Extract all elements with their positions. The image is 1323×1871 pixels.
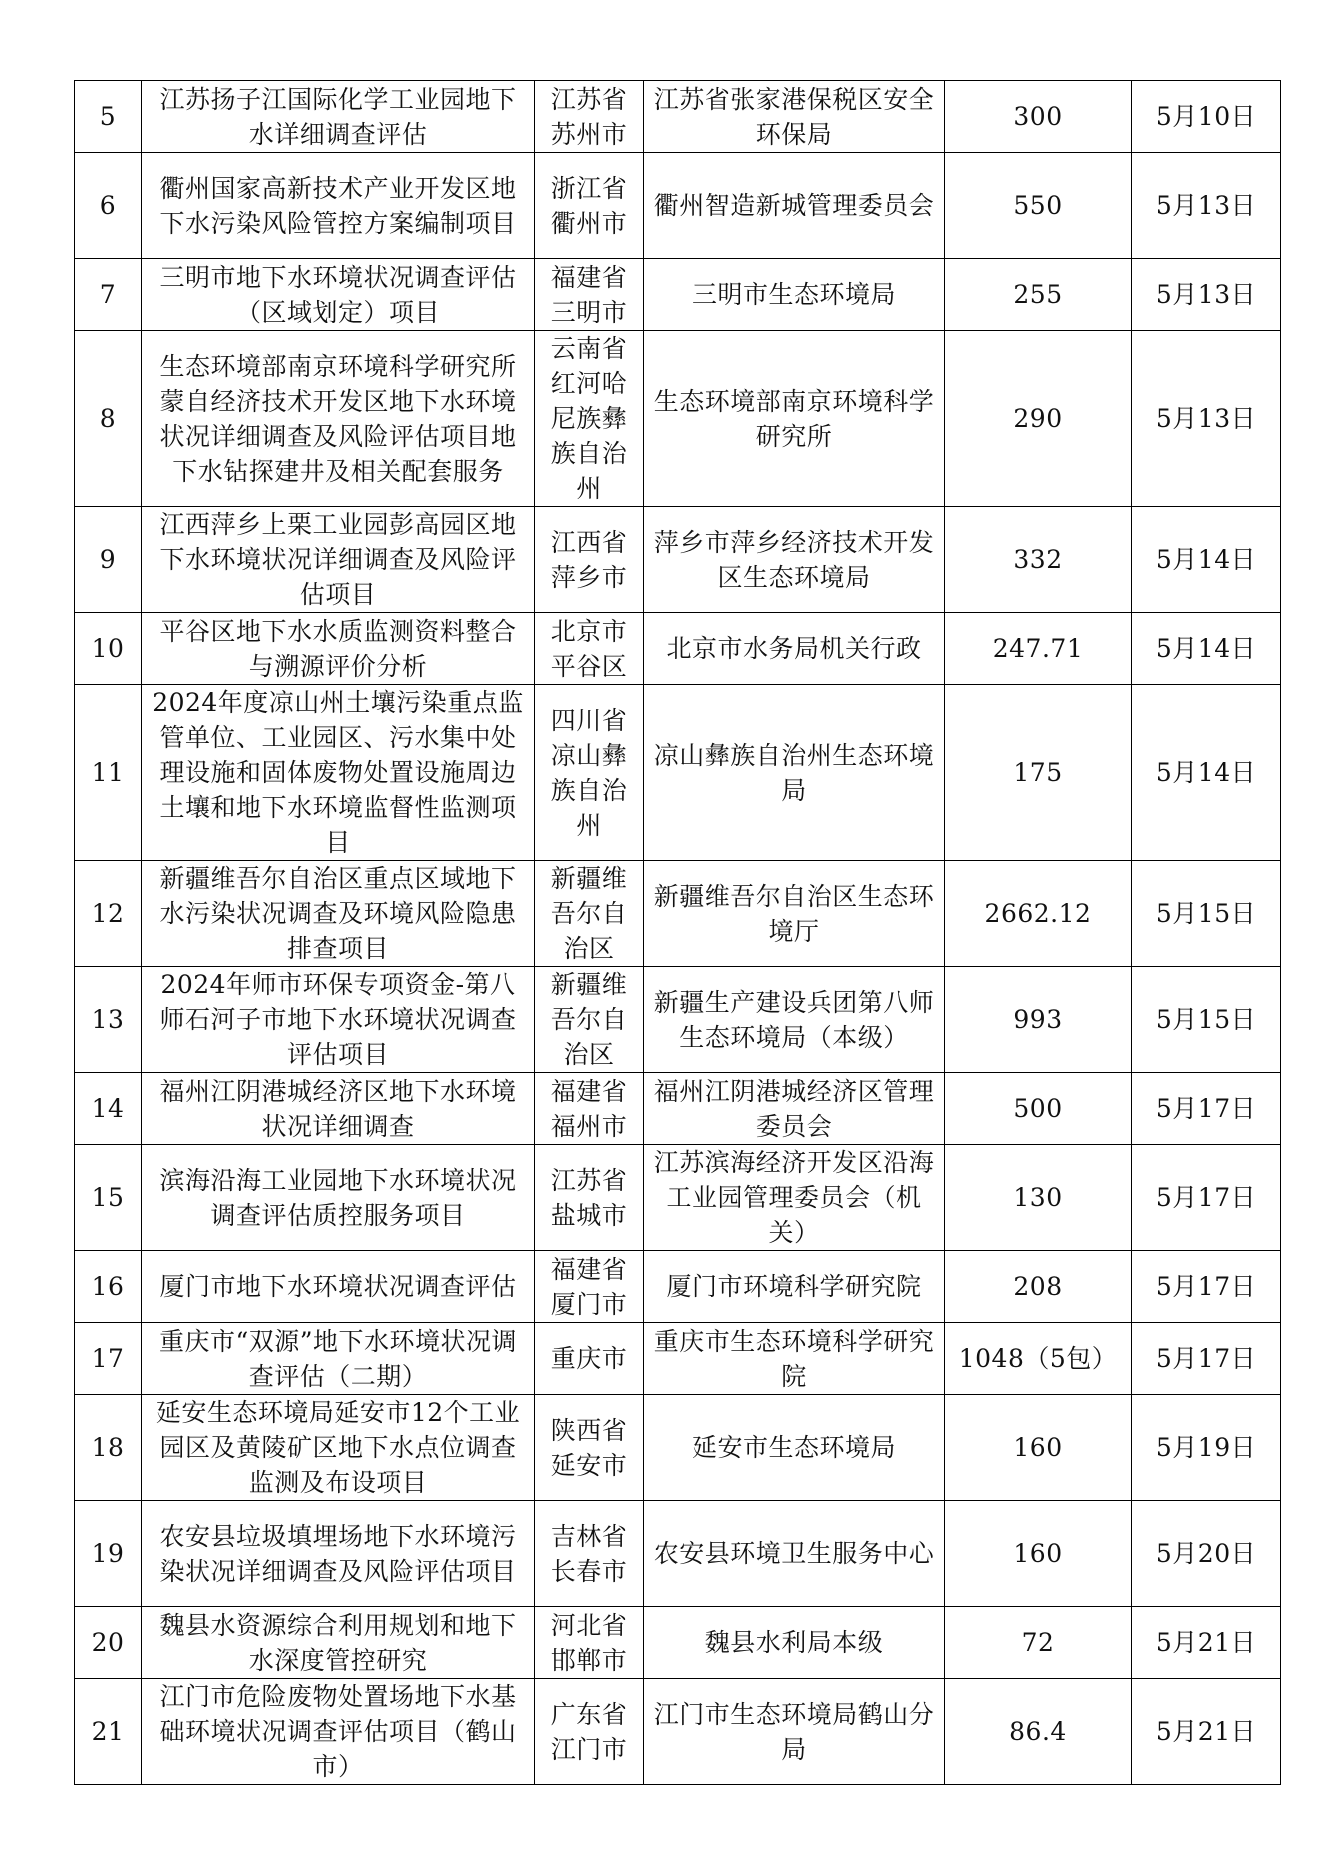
row-number: 14 xyxy=(75,1073,142,1145)
budget-amount: 208 xyxy=(945,1251,1132,1323)
announce-date: 5月13日 xyxy=(1132,331,1281,507)
budget-amount: 130 xyxy=(945,1145,1132,1251)
project-name: 福州江阴港城经济区地下水环境状况详细调查 xyxy=(142,1073,535,1145)
project-region: 江苏省苏州市 xyxy=(535,81,644,153)
budget-amount: 255 xyxy=(945,259,1132,331)
project-name: 平谷区地下水水质监测资料整合与溯源评价分析 xyxy=(142,613,535,685)
project-name: 延安生态环境局延安市12个工业园区及黄陵矿区地下水点位调查监测及布设项目 xyxy=(142,1395,535,1501)
row-number: 8 xyxy=(75,331,142,507)
document-page xyxy=(74,80,1257,1785)
announce-date: 5月17日 xyxy=(1132,1323,1281,1395)
announce-date: 5月13日 xyxy=(1132,259,1281,331)
project-region: 陕西省延安市 xyxy=(535,1395,644,1501)
budget-amount: 1048（5包） xyxy=(945,1323,1132,1395)
project-region: 四川省凉山彝族自治州 xyxy=(535,685,644,861)
project-name: 滨海沿海工业园地下水环境状况调查评估质控服务项目 xyxy=(142,1145,535,1251)
announce-date: 5月15日 xyxy=(1132,861,1281,967)
row-number: 17 xyxy=(75,1323,142,1395)
row-number: 21 xyxy=(75,1679,142,1785)
table-row xyxy=(75,1501,1281,1607)
purchasing-unit: 江苏滨海经济开发区沿海工业园管理委员会（机关） xyxy=(644,1145,945,1251)
project-name: 江西萍乡上栗工业园彭高园区地下水环境状况详细调查及风险评估项目 xyxy=(142,507,535,613)
project-name: 厦门市地下水环境状况调查评估 xyxy=(142,1251,535,1323)
table-row xyxy=(75,1073,1281,1145)
row-number: 7 xyxy=(75,259,142,331)
announce-date: 5月21日 xyxy=(1132,1679,1281,1785)
budget-amount: 72 xyxy=(945,1607,1132,1679)
project-name: 衢州国家高新技术产业开发区地下水污染风险管控方案编制项目 xyxy=(142,153,535,259)
table-row xyxy=(75,259,1281,331)
purchasing-unit: 厦门市环境科学研究院 xyxy=(644,1251,945,1323)
budget-amount: 175 xyxy=(945,685,1132,861)
table-row xyxy=(75,1251,1281,1323)
purchasing-unit: 凉山彝族自治州生态环境局 xyxy=(644,685,945,861)
table-row xyxy=(75,1679,1281,1785)
project-region: 福建省福州市 xyxy=(535,1073,644,1145)
row-number: 9 xyxy=(75,507,142,613)
project-name: 2024年度凉山州土壤污染重点监管单位、工业园区、污水集中处理设施和固体废物处置设施周边土壤和地下水环境监督性监测项目 xyxy=(142,685,535,861)
project-region: 浙江省衢州市 xyxy=(535,153,644,259)
table-row xyxy=(75,685,1281,861)
announce-date: 5月13日 xyxy=(1132,153,1281,259)
announce-date: 5月20日 xyxy=(1132,1501,1281,1607)
budget-amount: 2662.12 xyxy=(945,861,1132,967)
project-name: 新疆维吾尔自治区重点区域地下水污染状况调查及环境风险隐患排查项目 xyxy=(142,861,535,967)
project-name: 2024年师市环保专项资金-第八师石河子市地下水环境状况调查评估项目 xyxy=(142,967,535,1073)
table-row xyxy=(75,861,1281,967)
project-region: 云南省红河哈尼族彝族自治州 xyxy=(535,331,644,507)
table-row xyxy=(75,507,1281,613)
project-region: 广东省江门市 xyxy=(535,1679,644,1785)
row-number: 12 xyxy=(75,861,142,967)
table-row xyxy=(75,1323,1281,1395)
project-name: 重庆市“双源”地下水环境状况调查评估（二期） xyxy=(142,1323,535,1395)
row-number: 19 xyxy=(75,1501,142,1607)
budget-amount: 160 xyxy=(945,1395,1132,1501)
row-number: 6 xyxy=(75,153,142,259)
project-name: 江苏扬子江国际化学工业园地下水详细调查评估 xyxy=(142,81,535,153)
announce-date: 5月19日 xyxy=(1132,1395,1281,1501)
purchasing-unit: 生态环境部南京环境科学研究所 xyxy=(644,331,945,507)
purchasing-unit: 江门市生态环境局鹤山分局 xyxy=(644,1679,945,1785)
project-region: 北京市平谷区 xyxy=(535,613,644,685)
row-number: 15 xyxy=(75,1145,142,1251)
row-number: 5 xyxy=(75,81,142,153)
table-row xyxy=(75,1395,1281,1501)
table-row xyxy=(75,967,1281,1073)
budget-amount: 500 xyxy=(945,1073,1132,1145)
project-region: 河北省邯郸市 xyxy=(535,1607,644,1679)
project-region: 新疆维吾尔自治区 xyxy=(535,967,644,1073)
row-number: 18 xyxy=(75,1395,142,1501)
budget-amount: 160 xyxy=(945,1501,1132,1607)
announce-date: 5月15日 xyxy=(1132,967,1281,1073)
purchasing-unit: 新疆生产建设兵团第八师生态环境局（本级） xyxy=(644,967,945,1073)
project-region: 江苏省盐城市 xyxy=(535,1145,644,1251)
purchasing-unit: 衢州智造新城管理委员会 xyxy=(644,153,945,259)
row-number: 13 xyxy=(75,967,142,1073)
table-row xyxy=(75,613,1281,685)
announce-date: 5月17日 xyxy=(1132,1145,1281,1251)
announce-date: 5月14日 xyxy=(1132,507,1281,613)
project-region: 福建省厦门市 xyxy=(535,1251,644,1323)
row-number: 20 xyxy=(75,1607,142,1679)
project-name: 魏县水资源综合利用规划和地下水深度管控研究 xyxy=(142,1607,535,1679)
project-name: 三明市地下水环境状况调查评估（区域划定）项目 xyxy=(142,259,535,331)
budget-amount: 290 xyxy=(945,331,1132,507)
purchasing-unit: 江苏省张家港保税区安全环保局 xyxy=(644,81,945,153)
purchasing-unit: 三明市生态环境局 xyxy=(644,259,945,331)
budget-amount: 993 xyxy=(945,967,1132,1073)
announce-date: 5月17日 xyxy=(1132,1251,1281,1323)
purchasing-unit: 新疆维吾尔自治区生态环境厅 xyxy=(644,861,945,967)
table-row xyxy=(75,153,1281,259)
purchasing-unit: 魏县水利局本级 xyxy=(644,1607,945,1679)
budget-amount: 300 xyxy=(945,81,1132,153)
table-row xyxy=(75,81,1281,153)
budget-amount: 332 xyxy=(945,507,1132,613)
row-number: 16 xyxy=(75,1251,142,1323)
table-row xyxy=(75,1607,1281,1679)
project-name: 农安县垃圾填埋场地下水环境污染状况详细调查及风险评估项目 xyxy=(142,1501,535,1607)
budget-amount: 86.4 xyxy=(945,1679,1132,1785)
table-row xyxy=(75,331,1281,507)
purchasing-unit: 福州江阴港城经济区管理委员会 xyxy=(644,1073,945,1145)
project-table xyxy=(74,80,1281,1785)
budget-amount: 247.71 xyxy=(945,613,1132,685)
announce-date: 5月10日 xyxy=(1132,81,1281,153)
project-region: 重庆市 xyxy=(535,1323,644,1395)
project-name: 生态环境部南京环境科学研究所蒙自经济技术开发区地下水环境状况详细调查及风险评估项目地下水钻探建井及相关配套服务 xyxy=(142,331,535,507)
project-name: 江门市危险废物处置场地下水基础环境状况调查评估项目（鹤山市） xyxy=(142,1679,535,1785)
purchasing-unit: 北京市水务局机关行政 xyxy=(644,613,945,685)
row-number: 11 xyxy=(75,685,142,861)
purchasing-unit: 农安县环境卫生服务中心 xyxy=(644,1501,945,1607)
announce-date: 5月17日 xyxy=(1132,1073,1281,1145)
purchasing-unit: 重庆市生态环境科学研究院 xyxy=(644,1323,945,1395)
announce-date: 5月21日 xyxy=(1132,1607,1281,1679)
project-region: 江西省萍乡市 xyxy=(535,507,644,613)
purchasing-unit: 延安市生态环境局 xyxy=(644,1395,945,1501)
announce-date: 5月14日 xyxy=(1132,685,1281,861)
table-row xyxy=(75,1145,1281,1251)
purchasing-unit: 萍乡市萍乡经济技术开发区生态环境局 xyxy=(644,507,945,613)
row-number: 10 xyxy=(75,613,142,685)
project-region: 新疆维吾尔自治区 xyxy=(535,861,644,967)
project-region: 福建省三明市 xyxy=(535,259,644,331)
announce-date: 5月14日 xyxy=(1132,613,1281,685)
budget-amount: 550 xyxy=(945,153,1132,259)
project-region: 吉林省长春市 xyxy=(535,1501,644,1607)
